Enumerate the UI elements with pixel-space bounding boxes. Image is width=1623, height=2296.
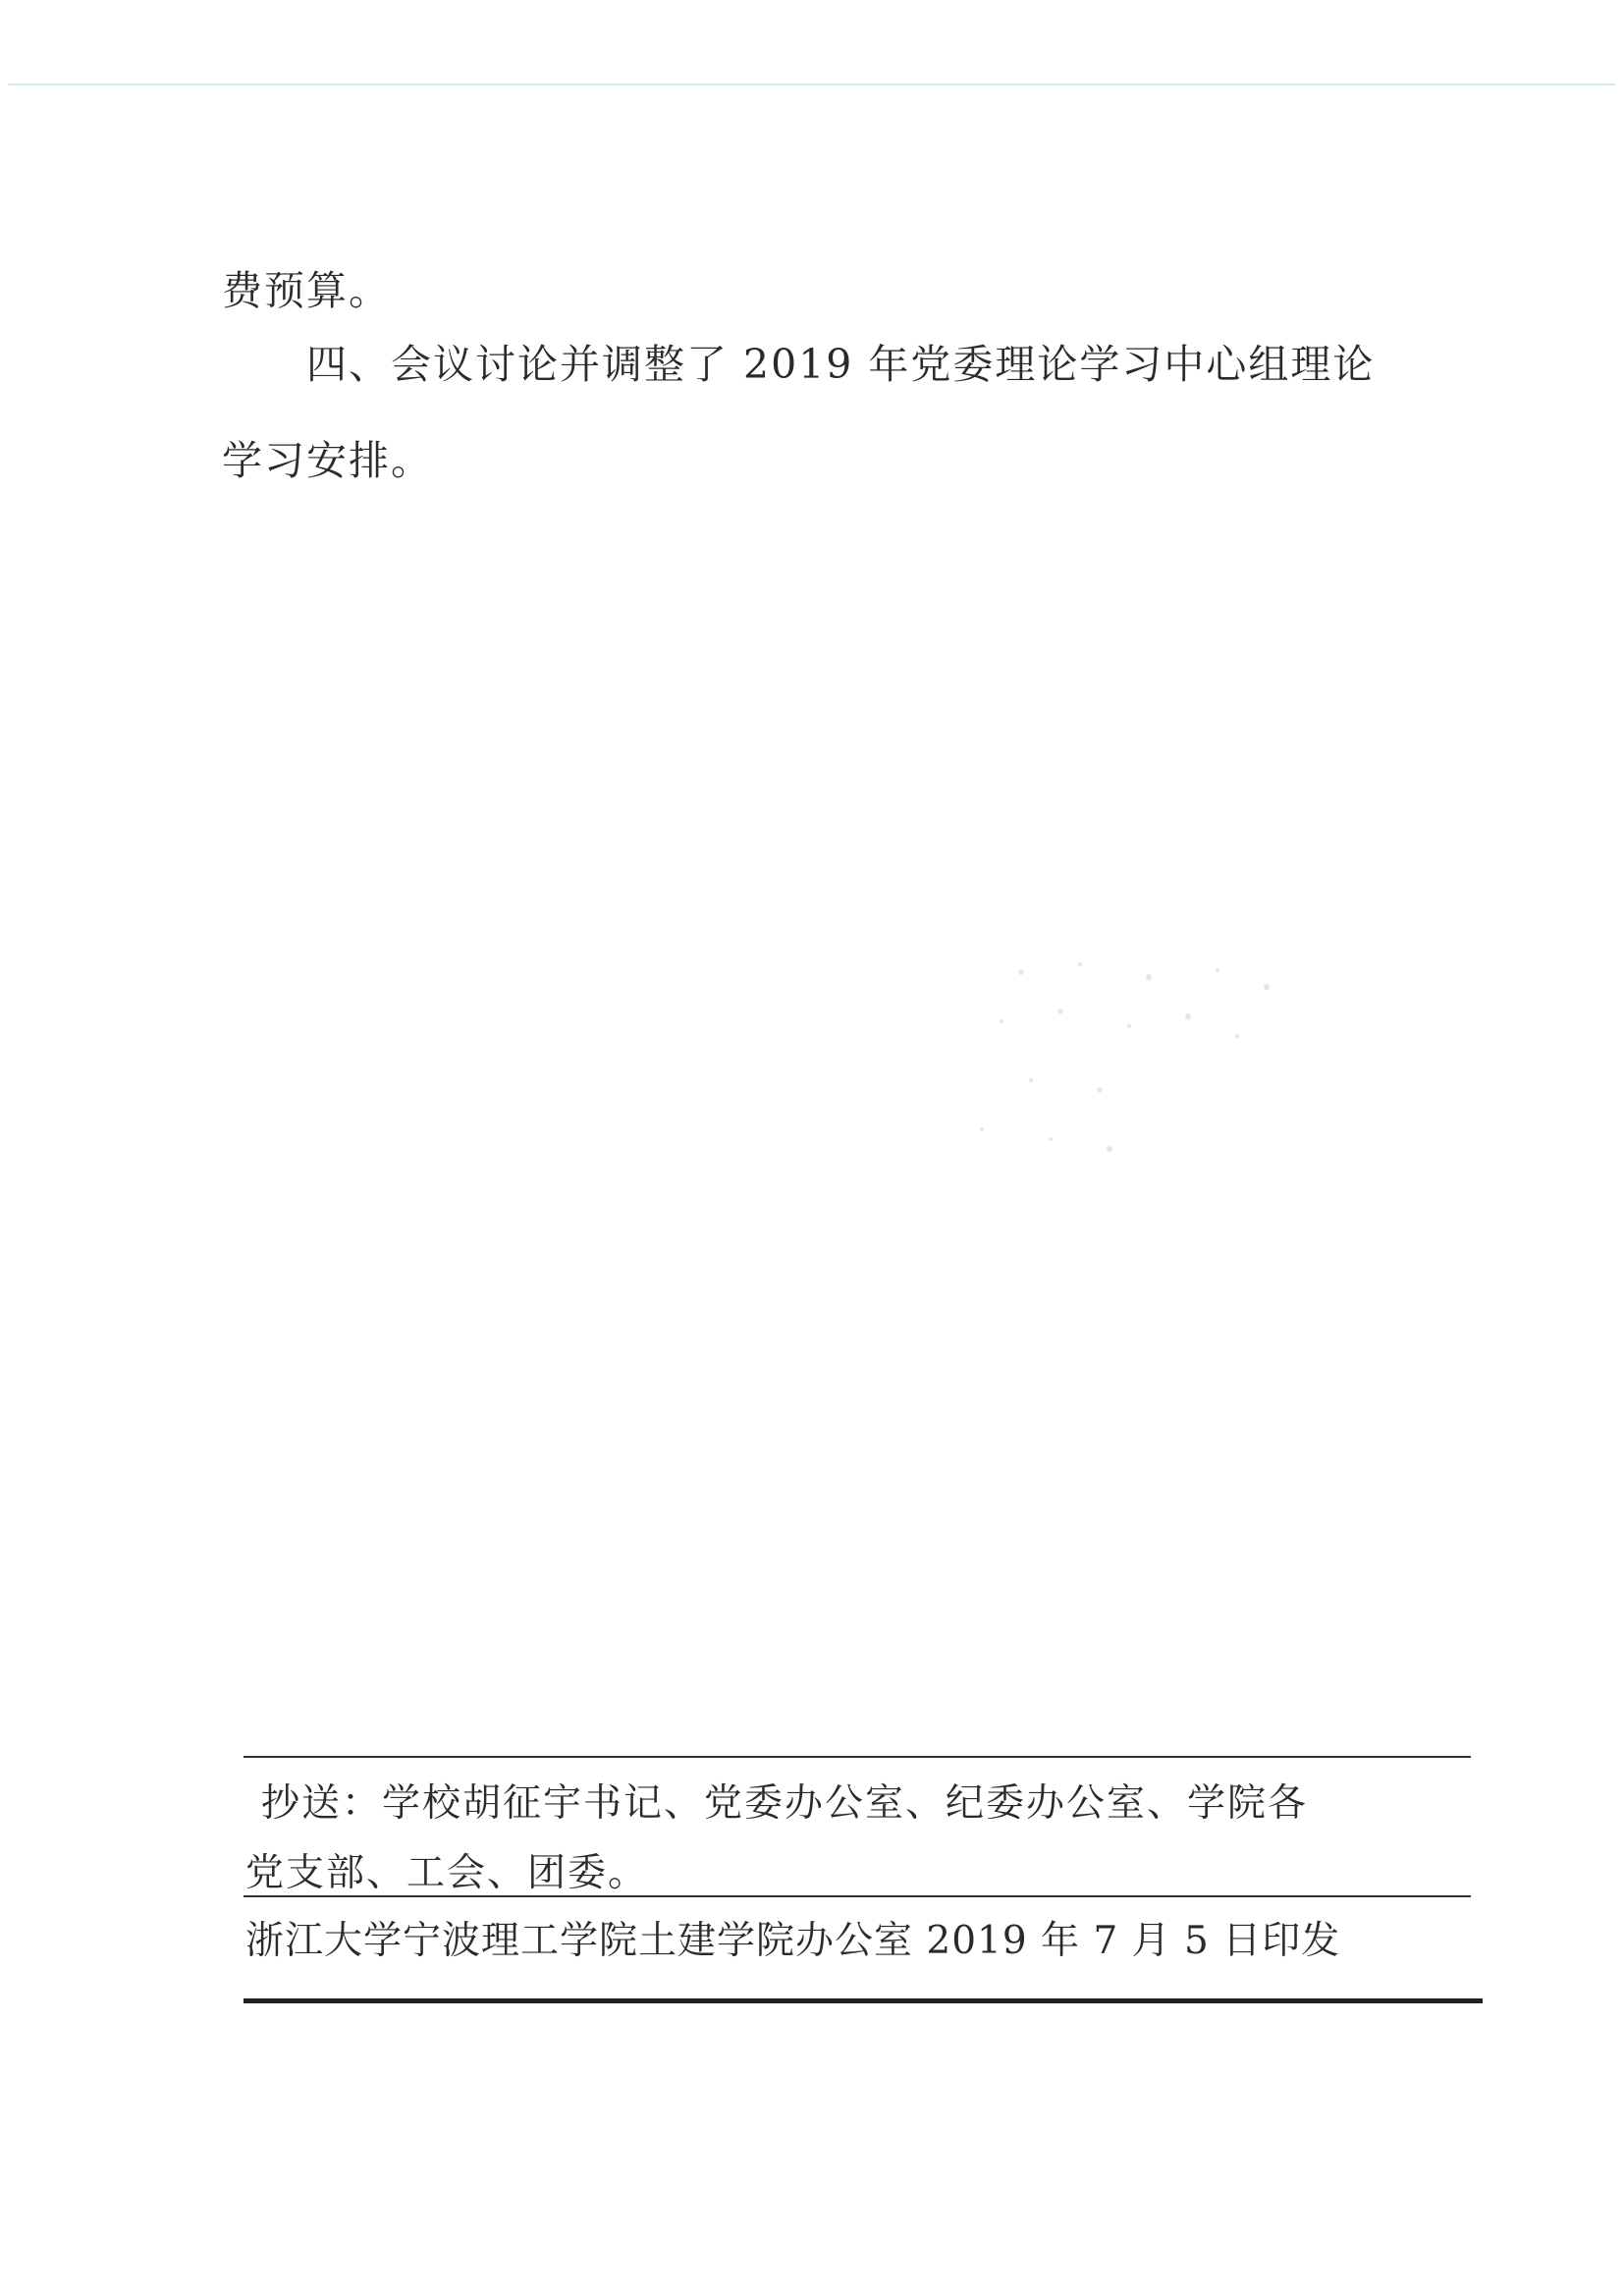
faded-stamp-residue	[943, 943, 1316, 1198]
body-text-line-3: 学习安排。	[222, 437, 433, 484]
distribution-middle-rule	[243, 1895, 1471, 1897]
distribution-bottom-rule	[243, 1998, 1483, 2003]
body-text-line-1: 费预算。	[222, 267, 391, 314]
distribution-top-rule	[243, 1756, 1471, 1758]
scan-edge-line	[8, 83, 1615, 85]
issuer-and-date: 浙江大学宁波理工学院土建学院办公室 2019 年 7 月 5 日印发	[245, 1919, 1341, 1963]
cc-recipients-line-2: 党支部、工会、团委。	[245, 1851, 649, 1895]
body-text-line-2: 四、会议讨论并调整了 2019 年党委理论学习中心组理论	[306, 341, 1376, 388]
cc-recipients-line-1: 抄送：学校胡征宇书记、党委办公室、纪委办公室、学院各	[261, 1781, 1309, 1826]
